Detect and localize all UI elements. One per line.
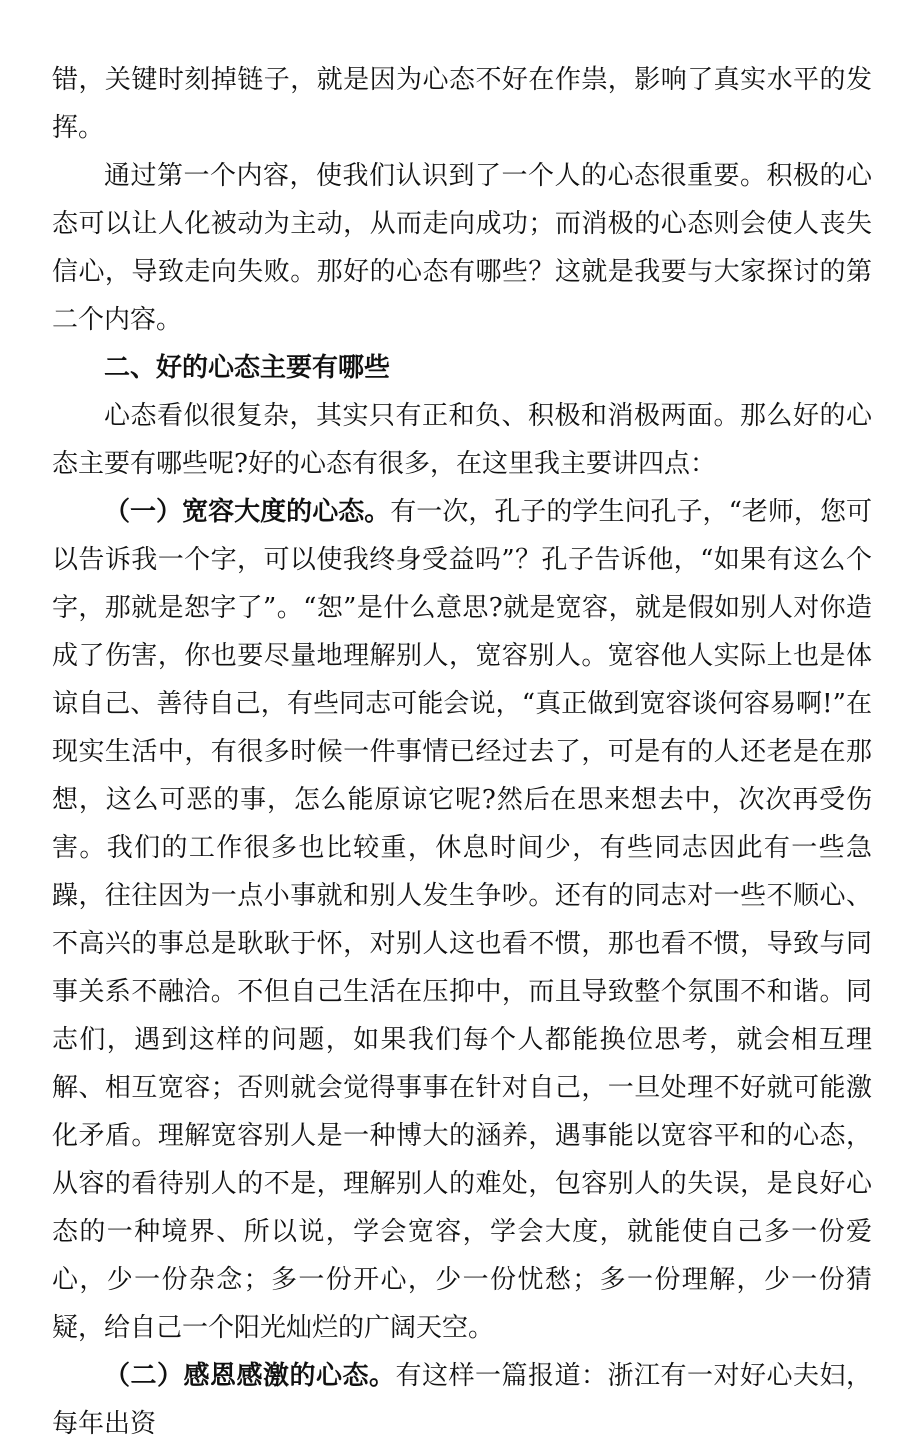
paragraph-gratitude-text: 有这样一篇报道：浙江有一对好心夫妇，每年出资 bbox=[52, 1361, 872, 1439]
paragraph-intro: 心态看似很复杂，其实只有正和负、积极和消极两面。那么好的心态主要有哪些呢?好的心态有很多，在这里我主要讲四点： bbox=[52, 401, 872, 479]
paragraph-summary: 通过第一个内容，使我们认识到了一个人的心态很重要。积极的心态可以让人化被动为主动，从而走向成功；而消极的心态则会使人丧失信心，导致走向失败。那好的心态有哪些？这就是我要与大家探讨的第二个内容。 bbox=[52, 161, 872, 335]
subheading-gratitude: （二）感恩感激的心态。 bbox=[104, 1361, 396, 1391]
document-page bbox=[52, 56, 872, 1448]
section-heading: 二、好的心态主要有哪些 bbox=[104, 353, 391, 383]
paragraph-tolerance bbox=[52, 488, 872, 1352]
paragraph-gratitude bbox=[52, 1352, 872, 1448]
paragraph-continuation: 错，关键时刻掉链子，就是因为心态不好在作祟，影响了真实水平的发挥。 bbox=[52, 65, 872, 143]
paragraph-tolerance-text: 有一次，孔子的学生问孔子，“老师，您可以告诉我一个字，可以使我终身受益吗”？孔子告诉他，“如果有这么个字，那就是恕字了”。“恕”是什么意思?就是宽容，就是假如别人对你造成了伤害，你也要尽量地理解别人，宽容别人。宽容他人实际上也是体谅自己、善待自己，有些同志可能会说，“真正做到宽容谈何容易啊!”在现实生活中，有很多时候一件事情已经过去了，可是有的人还老是在那想，这么可恶的事，怎么能原谅它呢?然后在思来想去中，次次再受伤害。我们的工作很多也比较重，休息时间少，有些同志因此有一些急躁，往往因为一点小事就和别人发生争吵。还有的同志对一些不顺心、不高兴的事总是耿耿于怀，对别人这也看不惯，那也看不惯，导致与同事关系不融洽。不但自己生活在压抑中，而且导致整个氛围不和谐。同志们，遇到这样的问题，如果我们每个人都能换位思考，就会相互理解、相互宽容；否则就会觉得事事在针对自己，一旦处理不好就可能激化矛盾。理解宽容别人是一种博大的涵养，遇事能以宽容平和的心态，从容的看待别人的不是，理解别人的难处，包容别人的失误，是良好心态的一种境界、所以说，学会宽容，学会大度，就能使自己多一份爱心，少一份杂念；多一份开心，少一份忧愁；多一份理解，少一份猜疑，给自己一个阳光灿烂的广阔天空。 bbox=[52, 497, 872, 1343]
subheading-tolerance: （一）宽容大度的心态。 bbox=[104, 497, 391, 527]
